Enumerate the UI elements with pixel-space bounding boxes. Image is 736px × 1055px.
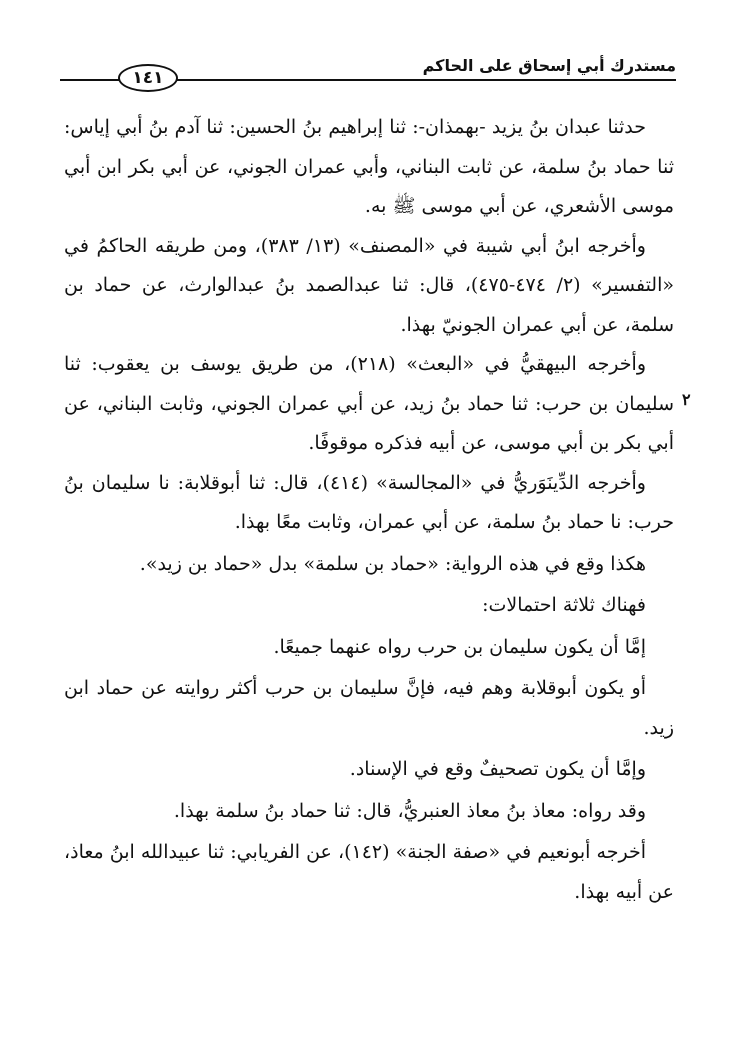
paragraph-2: وأخرجه ابنُ أبي شيبة في «المصنف» (١٣/ ٣٨٣)، ومن طريقه الحاكمُ في «التفسير» (٢/ ٤٧٤-٤٧٥)، قال: ثنا عبدالصمد بنُ عبدالوارث، عن حماد بن سلمة، عن أبي عمران الجونيّ بهذا. — [64, 234, 674, 336]
paragraph-3: وأخرجه البيهقيُّ في «البعث» (٢١٨)، من طريق يوسف بن يعقوب: ثنا سليمان بن حرب: ثنا حماد بنُ زيد، عن أبي عمران الجوني، وثابت البناني، عن أبي بكر بن أبي موسى، عن أبيه فذكره موقوفًا. — [64, 353, 674, 454]
paragraph-11: أخرجه أبونعيم في «صفة الجنة» (١٤٢)، عن الفريابي: ثنا عبيدالله ابنُ معاذ، عن أبيه بهذا. — [64, 841, 674, 903]
paragraph-1: حدثنا عبدان بنُ يزيد -بهمذان-: ثنا إبراهيم بنُ الحسين: ثنا آدم بنُ أبي إياس: ثنا حماد بنُ سلمة، عن ثابت البناني، وأبي عمران الجوني، عن أبي بكر ابن أبي موسى الأشعري، عن أبي موسى ﷺ به. — [64, 116, 674, 217]
margin-mark: ٢ — [682, 390, 691, 409]
paragraph-10: وقد رواه: معاذ بنُ معاذ العنبريُّ، قال: ثنا حماد بنُ سلمة بهذا. — [173, 799, 646, 822]
body-text — [64, 108, 674, 912]
paragraph-6: فهناك ثلاثة احتمالات: — [482, 594, 646, 616]
paragraph-8: أو يكون أبوقلابة وهم فيه، فإنَّ سليمان بن حرب أكثر روايته عن حماد ابن زيد. — [64, 677, 674, 739]
paragraph-9: وإمَّا أن يكون تصحيفٌ وقع في الإسناد. — [349, 758, 646, 780]
running-title: مستدرك أبي إسحاق على الحاكم — [422, 56, 676, 75]
paragraph-5: هكذا وقع في هذه الرواية: «حماد بن سلمة» بدل «حماد بن زيد». — [139, 552, 646, 575]
page-number: ١٤١ — [118, 64, 178, 92]
running-header — [60, 52, 676, 92]
paragraph-4: وأخرجه الدِّينَوَريُّ في «المجالسة» (٤١٤)، قال: ثنا أبوقلابة: نا سليمان بنُ حرب: نا حماد بنُ سلمة، عن أبي عمران، وثابت معًا بهذا. — [64, 471, 674, 533]
paragraph-7: إمَّا أن يكون سليمان بن حرب رواه عنهما جميعًا. — [273, 635, 646, 658]
